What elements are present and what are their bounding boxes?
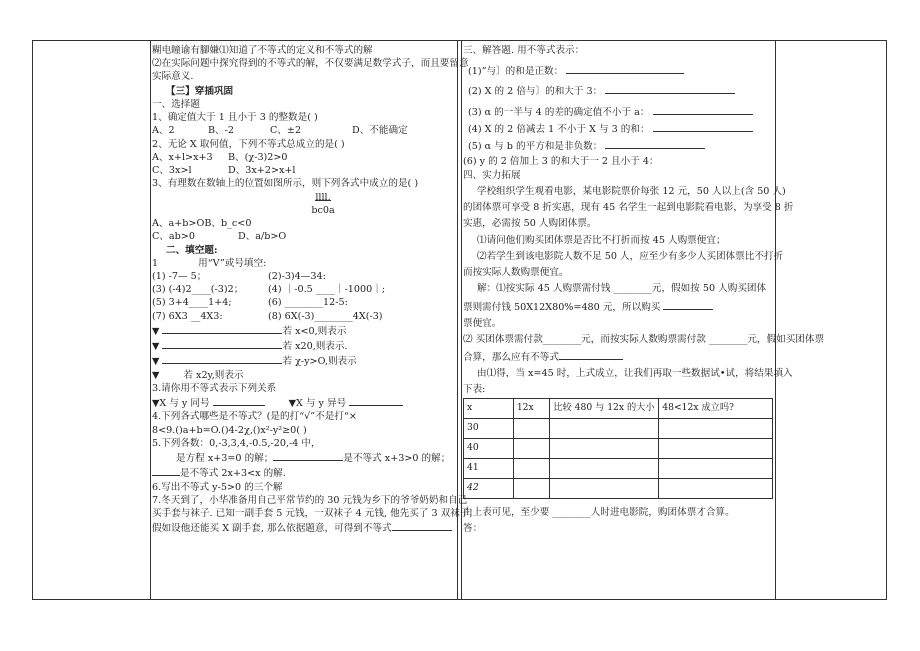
solution-line-6: 由⑴得，当 x=45 时，上式成立，让我们再取一些数据试•试，将结果填入 [477, 368, 793, 380]
table-cell: 41 [464, 458, 514, 478]
exercise-7-line-1: 7.冬天到了，小华准备用自己平常节约的 30 元钱为乡下的爷爷奶奶和自己 [152, 494, 468, 506]
table-cell: 40 [464, 438, 514, 458]
fill-intro: 1 用“V”或号填空: [152, 257, 267, 269]
option-c: C、ab>0 [152, 231, 195, 243]
section3-title: 三、解答题. 用不等式表示： [463, 45, 585, 56]
answer-blank[interactable] [273, 450, 343, 461]
answer-blank[interactable] [605, 138, 705, 149]
question-2-options-cd [152, 164, 454, 177]
table-cell[interactable] [550, 458, 659, 478]
table-cell[interactable] [659, 418, 773, 438]
objective-line-1: 糊电瞳谕有腳嫌⑴知道了不等式的定义和不等式的解 [152, 45, 373, 56]
exercise-5: 5.下列各数：0,-3,3,4,-0.5,-20,-4 中， [152, 437, 321, 449]
answer-blank[interactable] [162, 338, 282, 349]
problem-line-2: 的团体票可享受 8 折实惠，现有 45 名学生一起到电影院看电影，为享受 8 折 [463, 202, 794, 214]
question-2-options-ab [152, 151, 454, 164]
answer-blank[interactable] [663, 299, 713, 310]
option-d: D、不能确定 [352, 125, 408, 137]
option-d: D、a/b>O [238, 231, 287, 243]
sub-question-1: ⑴请问他们购买团体票是否比不打折而按 45 人购票便宜； [477, 234, 726, 246]
right-column [463, 44, 825, 535]
exercise-7-line-2: 买手套与袜子. 已知一副手套 5 元钱，一双袜子 4 元钱, 他先买了 3 双袜子, [152, 507, 473, 519]
solution-line-3: 票便宜。 [463, 317, 502, 329]
exercise-5-c: 是不等式 2x+3<x 的解. [152, 465, 454, 480]
blank-line-4: ▼ 若 x2y,则表示 [152, 369, 244, 381]
solution-line-5: 合算，那么应有不等式 [463, 349, 773, 364]
fill-item-2: (2)-3)4—34: [268, 270, 326, 282]
fill-item-5: (5) 3+4____1+4; [152, 297, 232, 309]
exercise-7-line-3: 假如设他还能买 X 副手套, 那么依据题意，可得到不等式 [152, 520, 454, 535]
table-cell[interactable] [513, 438, 550, 458]
column-divider-right [775, 40, 776, 600]
conclusion: 由上表可见，至少要 ________人时进电影院，购团体票才合算。 [463, 506, 735, 518]
table-cell: 42 [464, 478, 514, 498]
table-cell[interactable] [513, 458, 550, 478]
table-header-row [464, 398, 773, 418]
table-header-cell: x [464, 398, 514, 418]
column-divider-left [150, 40, 151, 600]
table-row [464, 458, 773, 478]
question-3-option-ab: A、a+b>OB、b_c<0 [152, 218, 252, 230]
left-column [152, 44, 473, 535]
answer-label: 答： [463, 523, 483, 535]
solution-line-1: 解：⑴按实际 45 人购票需付钱 ________元，假如按 50 人购买团体 [477, 283, 767, 295]
option-a: A、2 [152, 125, 175, 137]
table-cell[interactable] [659, 478, 773, 498]
question-2: 2、无论 X 取何值，下列不等式总成立的是( ) [152, 138, 345, 150]
item-3: (3) α 的一半与 4 的差的确定值不小于 a： [463, 104, 773, 119]
table-cell[interactable] [659, 438, 773, 458]
sub-question-2b: 而按实际人数购票便宜。 [463, 267, 569, 279]
answer-blank[interactable] [653, 121, 753, 132]
table-cell[interactable] [550, 418, 659, 438]
number-line-labels: bc0a [311, 204, 335, 216]
section4-title: 四、实力拓展 [463, 169, 521, 181]
question-3-options-cd [152, 230, 454, 243]
answer-blank[interactable] [653, 104, 753, 115]
table-cell[interactable] [550, 438, 659, 458]
question-1: 1、确定值大于 1 且小于 3 的整数是( ) [152, 112, 318, 124]
problem-line-3: 实惠，必需按 50 人购团体票。 [463, 218, 597, 230]
table-row [464, 478, 773, 498]
item-6: (6) y 的 2 倍加上 3 的和大于一 2 且小于 4： [463, 156, 659, 168]
answer-blank[interactable] [605, 83, 735, 94]
fill-row-3 [152, 296, 454, 309]
exercise-6: 6.写出不等式 y-5>0 的三个解 [152, 481, 283, 493]
sub-question-2a: ⑵若学生到该电影院人数不足 50 人，应至少有多少人买团体票比不打折 [477, 250, 784, 262]
answer-blank[interactable] [162, 323, 282, 334]
fill-row-1 [152, 270, 454, 283]
blank-line-3: ▼ 若 χ-y>O,则表示 [152, 353, 454, 368]
answer-blank[interactable] [566, 63, 684, 74]
fill-item-6: (6) ________12-5: [268, 297, 348, 309]
answer-blank[interactable] [559, 349, 623, 360]
fill-item-8: (8) 6X(-3)________4X(-3) [268, 310, 383, 322]
number-line-ticks: llll. [315, 191, 331, 203]
table-row [464, 418, 773, 438]
fill-row-4 [152, 310, 454, 323]
item-5: (5) α 与 b 的平方和是非负数： [463, 138, 773, 153]
objective-line-3: 实际意义. [152, 71, 194, 83]
table-cell[interactable] [659, 458, 773, 478]
option-d: D、3x+2>x+l [228, 165, 296, 177]
table-cell[interactable] [513, 418, 550, 438]
solution-line-2: 票则需付钱 50X12X80%=480 元，所以购买 [463, 299, 773, 314]
item-2: (2) X 的 2 倍与〕的和大于 3： [463, 83, 773, 98]
option-c: C、±2 [270, 125, 302, 137]
option-b: B、(χ-3)2>0 [228, 151, 288, 163]
exercise-4: 4.下列各式哪些是不等式？(是的打“√”不是打“× [152, 411, 357, 423]
fill-item-4: (4) ｜-0.5 ____｜-1000｜; [268, 284, 386, 296]
answer-blank[interactable] [349, 395, 403, 406]
blank-line-2: ▼ 若 x20,则表示． [152, 338, 454, 353]
solution-line-4: ⑵ 买团体票需付款________元，而按实际人数购票需付款 ________元，假如买团体票 [463, 333, 825, 345]
table-header-cell: 比较 480 与 12x 的大小 [550, 398, 659, 418]
data-table [463, 398, 773, 499]
table-header-cell: 48<12x 成立吗? [659, 398, 773, 418]
option-b: B、-2 [208, 125, 234, 137]
section-title: 【三】穿插巩固 [166, 85, 234, 97]
table-cell[interactable] [513, 478, 550, 498]
question-3: 3、有理数在数轴上的位置如图所示，则下列各式中成立的是( ) [152, 178, 419, 190]
table-cell[interactable] [550, 478, 659, 498]
fill-row-2 [152, 283, 454, 296]
solution-line-7: 下表: [463, 383, 486, 395]
answer-blank[interactable] [392, 520, 452, 531]
blank-line-1: ▼ 若 x<0,则表示 [152, 323, 454, 338]
table-row [464, 438, 773, 458]
exercise-4-items: 8<9.()a+b=O.()4-2χ,()x²-y²≥0( ) [152, 424, 307, 436]
answer-blank[interactable] [152, 465, 180, 476]
option-c: C、3x>l [152, 165, 192, 177]
fill-item-3: (3) (-4)2____(-3)2； [152, 284, 244, 296]
exercise-3-parts: ▼X 与 y 同号 ▼X 与 y 异号 [152, 395, 454, 410]
fill-item-1: (1) -7— 5； [152, 270, 207, 282]
problem-line-1: 学校组织学生观看电影，某电影院票价每张 12 元，50 人以上(含 50 人) [477, 185, 786, 197]
table-header-cell: 12x [513, 398, 550, 418]
part1-title: 一、选择题 [152, 98, 200, 110]
fill-item-7: (7) 6X3 __4X3: [152, 310, 223, 322]
table-cell: 30 [464, 418, 514, 438]
objective-line-2: ⑵在实际问题中探究得到的不等式的解，不仅要满足数学式子，而且要留意 [152, 58, 469, 70]
answer-blank[interactable] [162, 353, 282, 364]
part2-title: 二、填空题: [166, 244, 218, 256]
option-a: A、x+l>x+3 [152, 151, 213, 163]
item-1: (1)”与〕的和是正数： [463, 63, 773, 78]
item-4: (4) X 的 2 倍减去 1 不小于 X 与 3 的和： [463, 121, 773, 136]
answer-blank[interactable] [213, 395, 265, 406]
exercise-3: 3.请你用不等式表示下列关系 [152, 382, 277, 394]
exercise-5-a: 是方程 x+3=0 的解； 是不等式 x+3>0 的解； [152, 450, 454, 465]
question-1-options [152, 124, 454, 137]
